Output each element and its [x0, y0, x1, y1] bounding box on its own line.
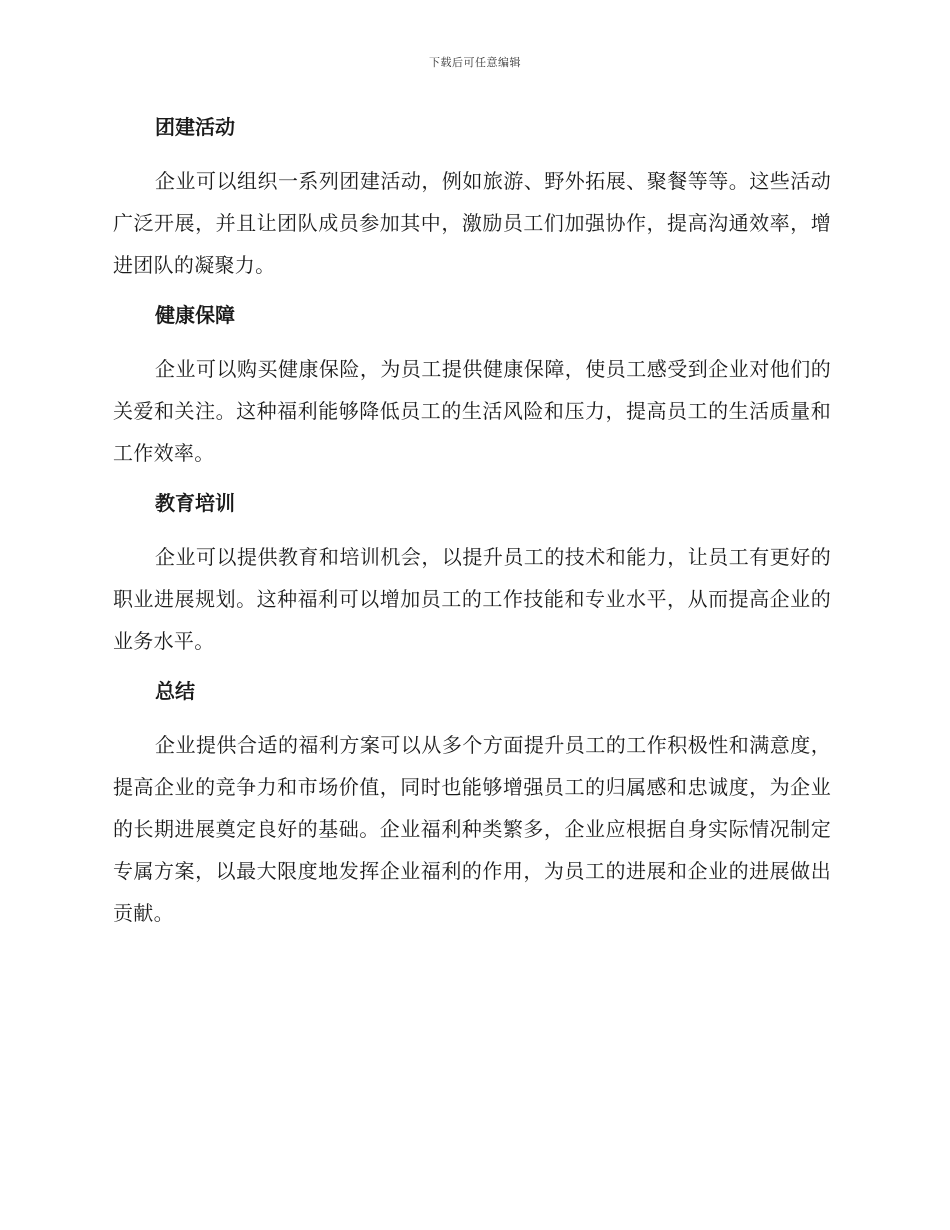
- section-body-education: 企业可以提供教育和培训机会，以提升员工的技术和能力，让员工有更好的职业进展规划。这种福利可以增加员工的工作技能和专业水平，从而提高企业的业务水平。: [113, 545, 831, 653]
- section-heading-team-building: 团建活动: [155, 115, 235, 139]
- section-body-summary: 企业提供合适的福利方案可以从多个方面提升员工的工作积极性和满意度，提高企业的竞争力和市场价值，同时也能够增强员工的归属感和忠诚度，为企业的长期进展奠定良好的基础。企业福利种类繁多，企业应根据自身实际情况制定专属方案，以最大限度地发挥企业福利的作用，为员工的进展和企业的进展做出贡献。: [113, 733, 831, 925]
- document-content: [113, 112, 831, 948]
- section-heading-summary: 总结: [155, 679, 195, 703]
- section-body-health: 企业可以购买健康保险，为员工提供健康保障，使员工感受到企业对他们的关爱和关注。这种福利能够降低员工的生活风险和压力，提高员工的生活质量和工作效率。: [113, 357, 831, 465]
- section-body-team-building: 企业可以组织一系列团建活动，例如旅游、野外拓展、聚餐等等。这些活动广泛开展，并且让团队成员参加其中，激励员工们加强协作，提高沟通效率，增进团队的凝聚力。: [113, 169, 831, 277]
- section-heading-education: 教育培训: [155, 491, 235, 515]
- section-heading-health: 健康保障: [155, 303, 235, 327]
- header-note: 下载后可任意编辑: [429, 56, 521, 69]
